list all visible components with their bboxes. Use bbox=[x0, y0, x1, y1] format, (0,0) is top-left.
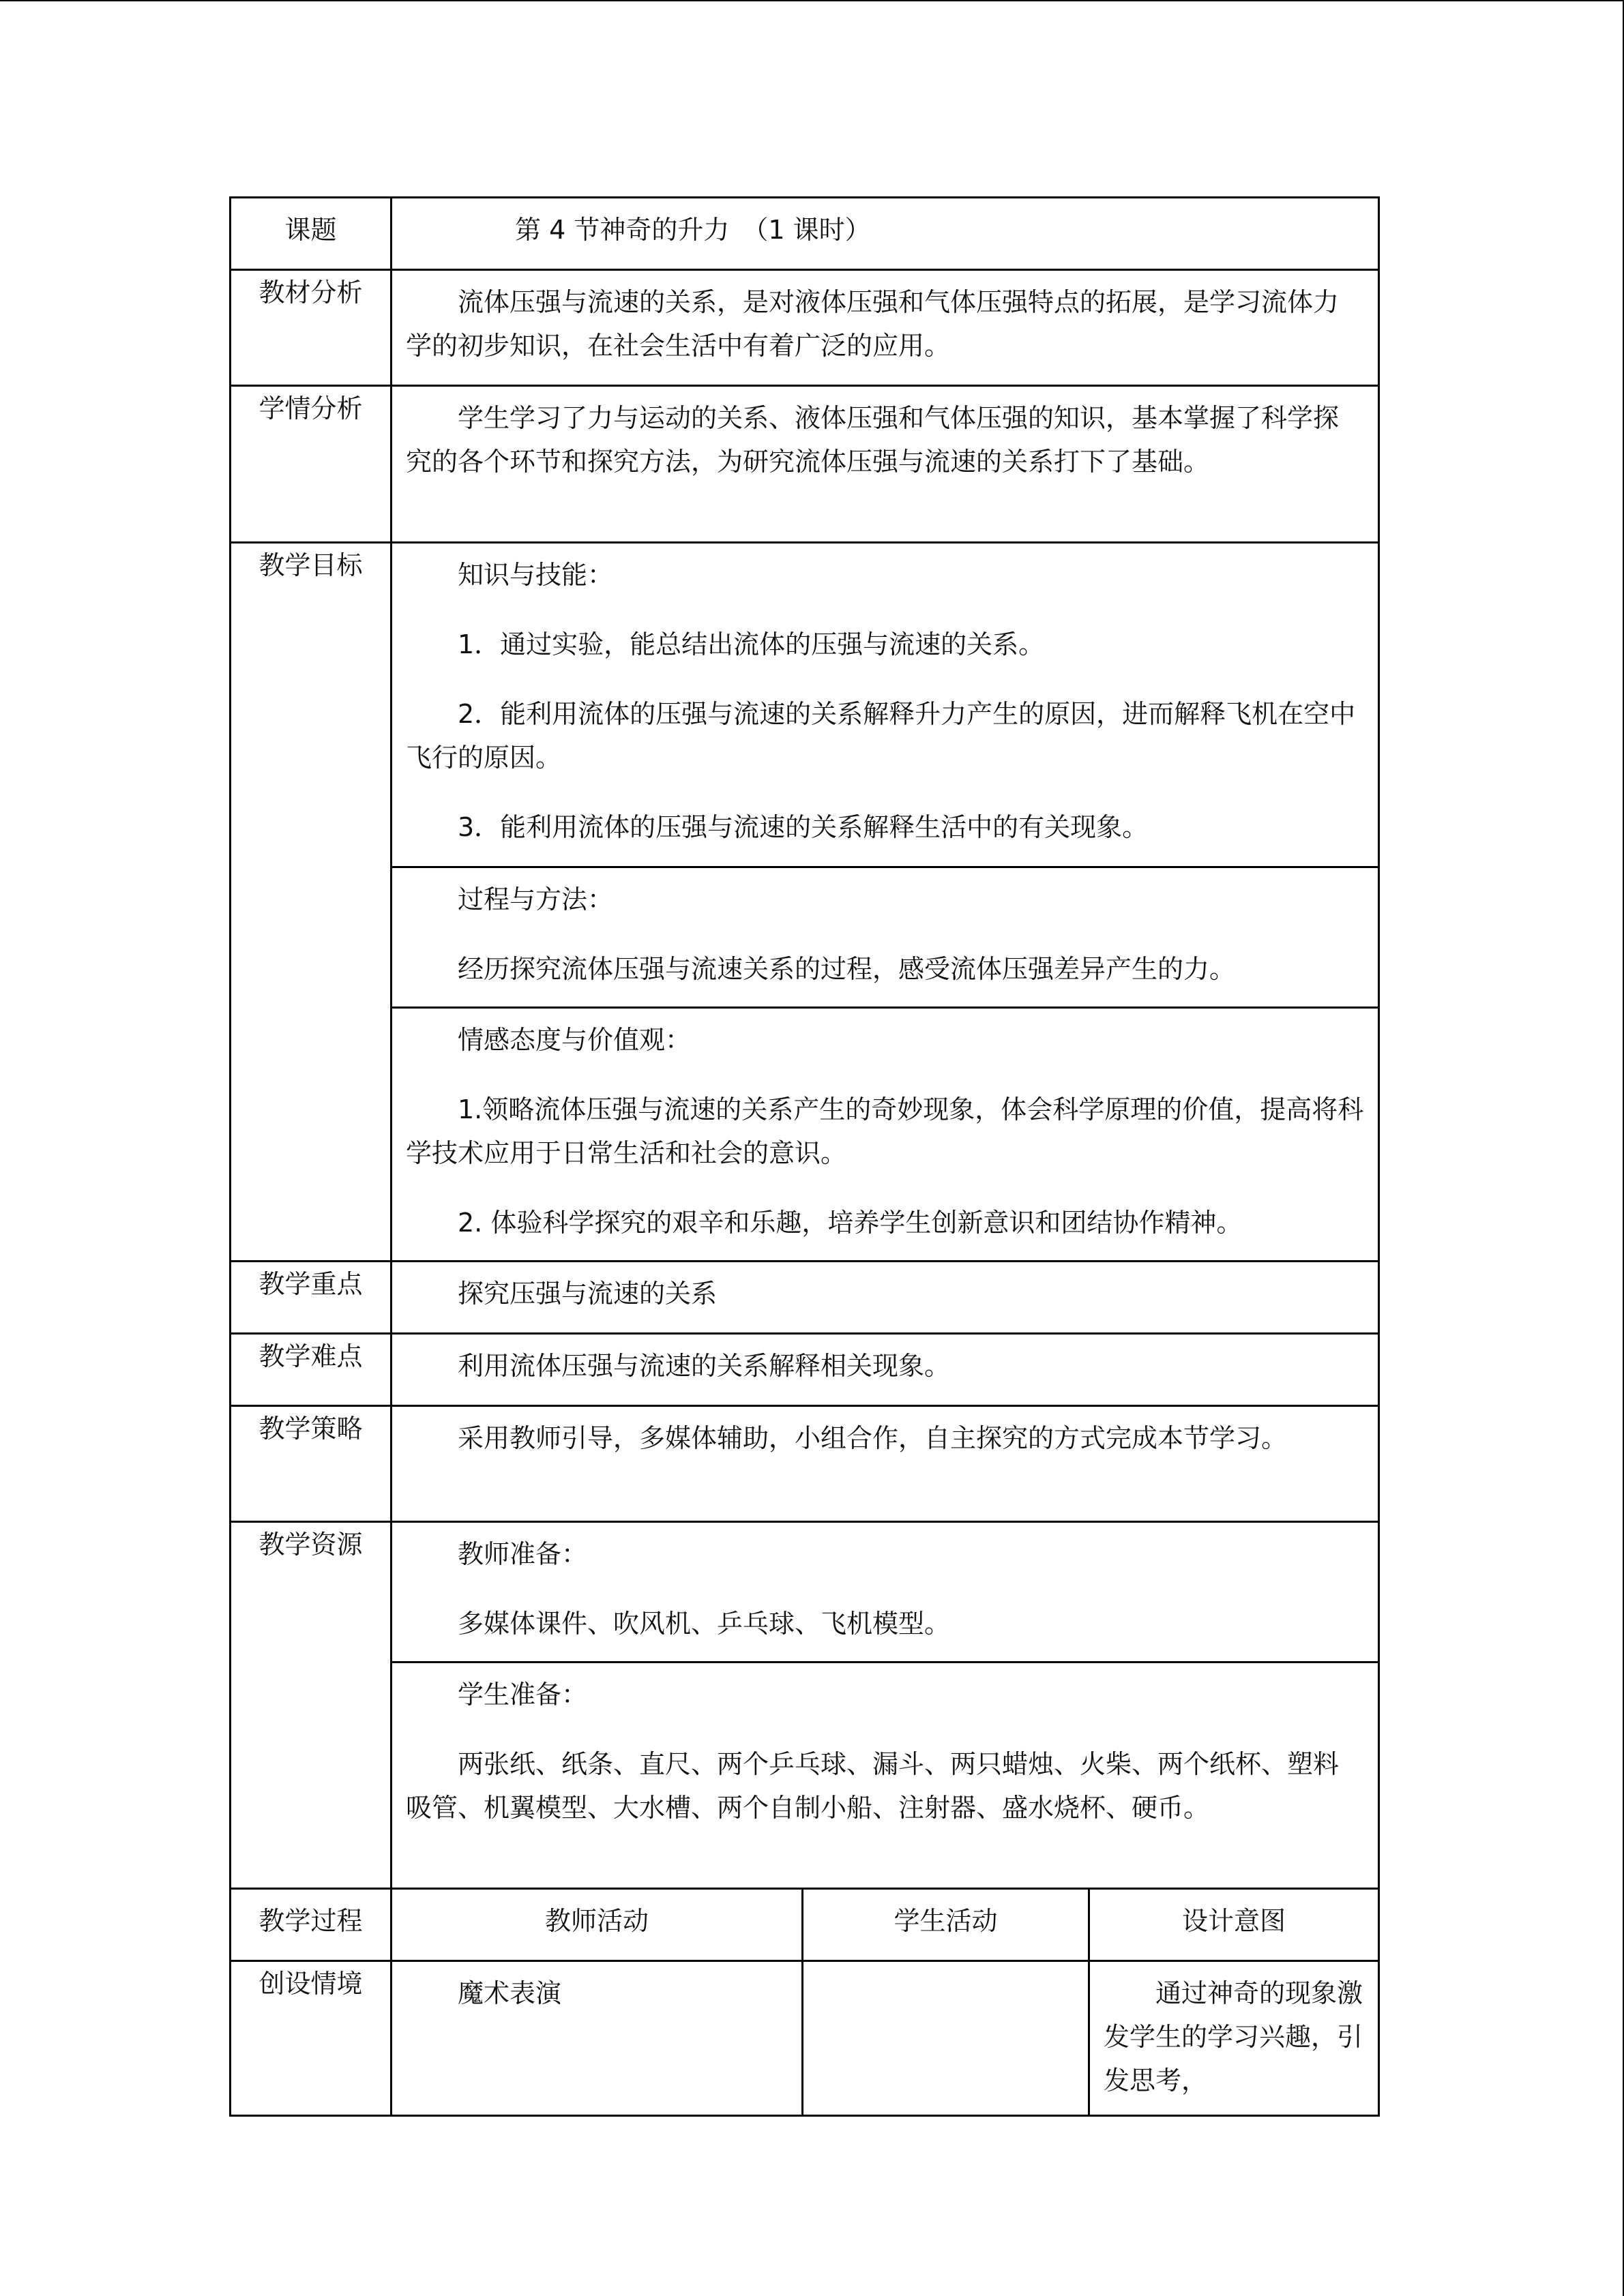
student-activity-header: 学生活动 bbox=[803, 1889, 1089, 1961]
attitude-heading: 情感态度与价值观： bbox=[458, 1025, 692, 1055]
row-learner-analysis bbox=[231, 386, 1379, 543]
teacher-prep-heading: 教师准备： bbox=[458, 1539, 588, 1569]
difficulty-text: 利用流体压强与流速的关系解释相关现象。 bbox=[458, 1351, 951, 1381]
material-analysis-text: 流体压强与流速的关系，是对液体压强和气体压强特点的拓展，是学习流体力学的初步知识，在社会生活中有着广泛的应用。 bbox=[406, 287, 1340, 361]
student-prep-heading: 学生准备： bbox=[458, 1680, 588, 1710]
page-border-top bbox=[0, 0, 1624, 1]
objectives-label: 教学目标 bbox=[231, 543, 392, 1262]
process-header-label: 教学过程 bbox=[231, 1889, 392, 1961]
process-item-1: 经历探究流体压强与流速关系的过程，感受流体压强差异产生的力。 bbox=[458, 954, 1236, 984]
situation-teacher-activity: 魔术表演 bbox=[458, 1978, 562, 2008]
row-material-analysis bbox=[231, 270, 1379, 386]
strategy-label: 教学策略 bbox=[231, 1406, 392, 1522]
topic-value: 第 4 节神奇的升力 （1 课时） bbox=[392, 198, 1379, 270]
row-objectives-knowledge bbox=[231, 543, 1379, 867]
knowledge-item-3: 3．能利用流体的压强与流速的关系解释生活中的有关现象。 bbox=[458, 812, 1149, 842]
teacher-prep-text: 多媒体课件、吹风机、乒乓球、飞机模型。 bbox=[458, 1609, 951, 1639]
teacher-activity-header: 教师活动 bbox=[392, 1889, 803, 1961]
objectives-knowledge-cell bbox=[392, 543, 1379, 867]
resources-teacher-cell bbox=[392, 1522, 1379, 1663]
knowledge-item-2: 2．能利用流体的压强与流速的关系解释升力产生的原因，进而解释飞机在空中飞行的原因。 bbox=[406, 699, 1356, 773]
situation-design-intent: 通过神奇的现象激发学生的学习兴趣，引发思考， bbox=[1104, 1978, 1363, 2096]
lesson-plan-table bbox=[229, 196, 1380, 2117]
row-key-point bbox=[231, 1262, 1379, 1334]
material-analysis-label: 教材分析 bbox=[231, 270, 392, 386]
knowledge-heading: 知识与技能： bbox=[458, 560, 614, 590]
objectives-attitude-cell bbox=[392, 1008, 1379, 1262]
objectives-process-cell bbox=[392, 867, 1379, 1008]
attitude-item-1: 1.领略流体压强与流速的关系产生的奇妙现象，体会科学原理的价值，提高将科学技术应用于日常生活和社会的意识。 bbox=[406, 1094, 1364, 1168]
row-situation bbox=[231, 1961, 1379, 2116]
knowledge-item-1: 1．通过实验，能总结出流体的压强与流速的关系。 bbox=[458, 629, 1045, 659]
learner-analysis-label: 学情分析 bbox=[231, 386, 392, 543]
difficulty-label: 教学难点 bbox=[231, 1334, 392, 1406]
row-resources-student bbox=[231, 1663, 1379, 1889]
row-objectives-process bbox=[231, 867, 1379, 1008]
row-strategy bbox=[231, 1406, 1379, 1522]
row-objectives-attitude bbox=[231, 1008, 1379, 1262]
material-analysis-cell bbox=[392, 270, 1379, 386]
situation-student-activity bbox=[803, 1961, 1089, 2116]
topic-label: 课题 bbox=[231, 198, 392, 270]
row-difficulty bbox=[231, 1334, 1379, 1406]
situation-label: 创设情境 bbox=[231, 1961, 392, 2116]
strategy-text: 采用教师引导，多媒体辅助，小组合作，自主探究的方式完成本节学习。 bbox=[458, 1423, 1288, 1453]
row-process-header bbox=[231, 1889, 1379, 1961]
resources-label: 教学资源 bbox=[231, 1522, 392, 1889]
attitude-item-2: 2. 体验科学探究的艰辛和乐趣，培养学生创新意识和团结协作精神。 bbox=[458, 1208, 1243, 1238]
situation-intent-cell bbox=[1089, 1961, 1379, 2116]
key-point-text: 探究压强与流速的关系 bbox=[458, 1279, 718, 1309]
resources-student-cell bbox=[392, 1663, 1379, 1889]
key-point-cell bbox=[392, 1262, 1379, 1334]
strategy-cell bbox=[392, 1406, 1379, 1522]
design-intent-header: 设计意图 bbox=[1089, 1889, 1379, 1961]
key-point-label: 教学重点 bbox=[231, 1262, 392, 1334]
learner-analysis-text: 学生学习了力与运动的关系、液体压强和气体压强的知识，基本掌握了科学探究的各个环节和探究方法，为研究流体压强与流速的关系打下了基础。 bbox=[406, 403, 1340, 477]
row-topic bbox=[231, 198, 1379, 270]
difficulty-cell bbox=[392, 1334, 1379, 1406]
student-prep-text: 两张纸、纸条、直尺、两个乒乓球、漏斗、两只蜡烛、火柴、两个纸杯、塑料吸管、机翼模型、大水槽、两个自制小船、注射器、盛水烧杯、硬币。 bbox=[406, 1749, 1340, 1823]
row-resources-teacher bbox=[231, 1522, 1379, 1663]
process-heading: 过程与方法： bbox=[458, 884, 614, 914]
learner-analysis-cell bbox=[392, 386, 1379, 543]
situation-teacher-cell bbox=[392, 1961, 803, 2116]
